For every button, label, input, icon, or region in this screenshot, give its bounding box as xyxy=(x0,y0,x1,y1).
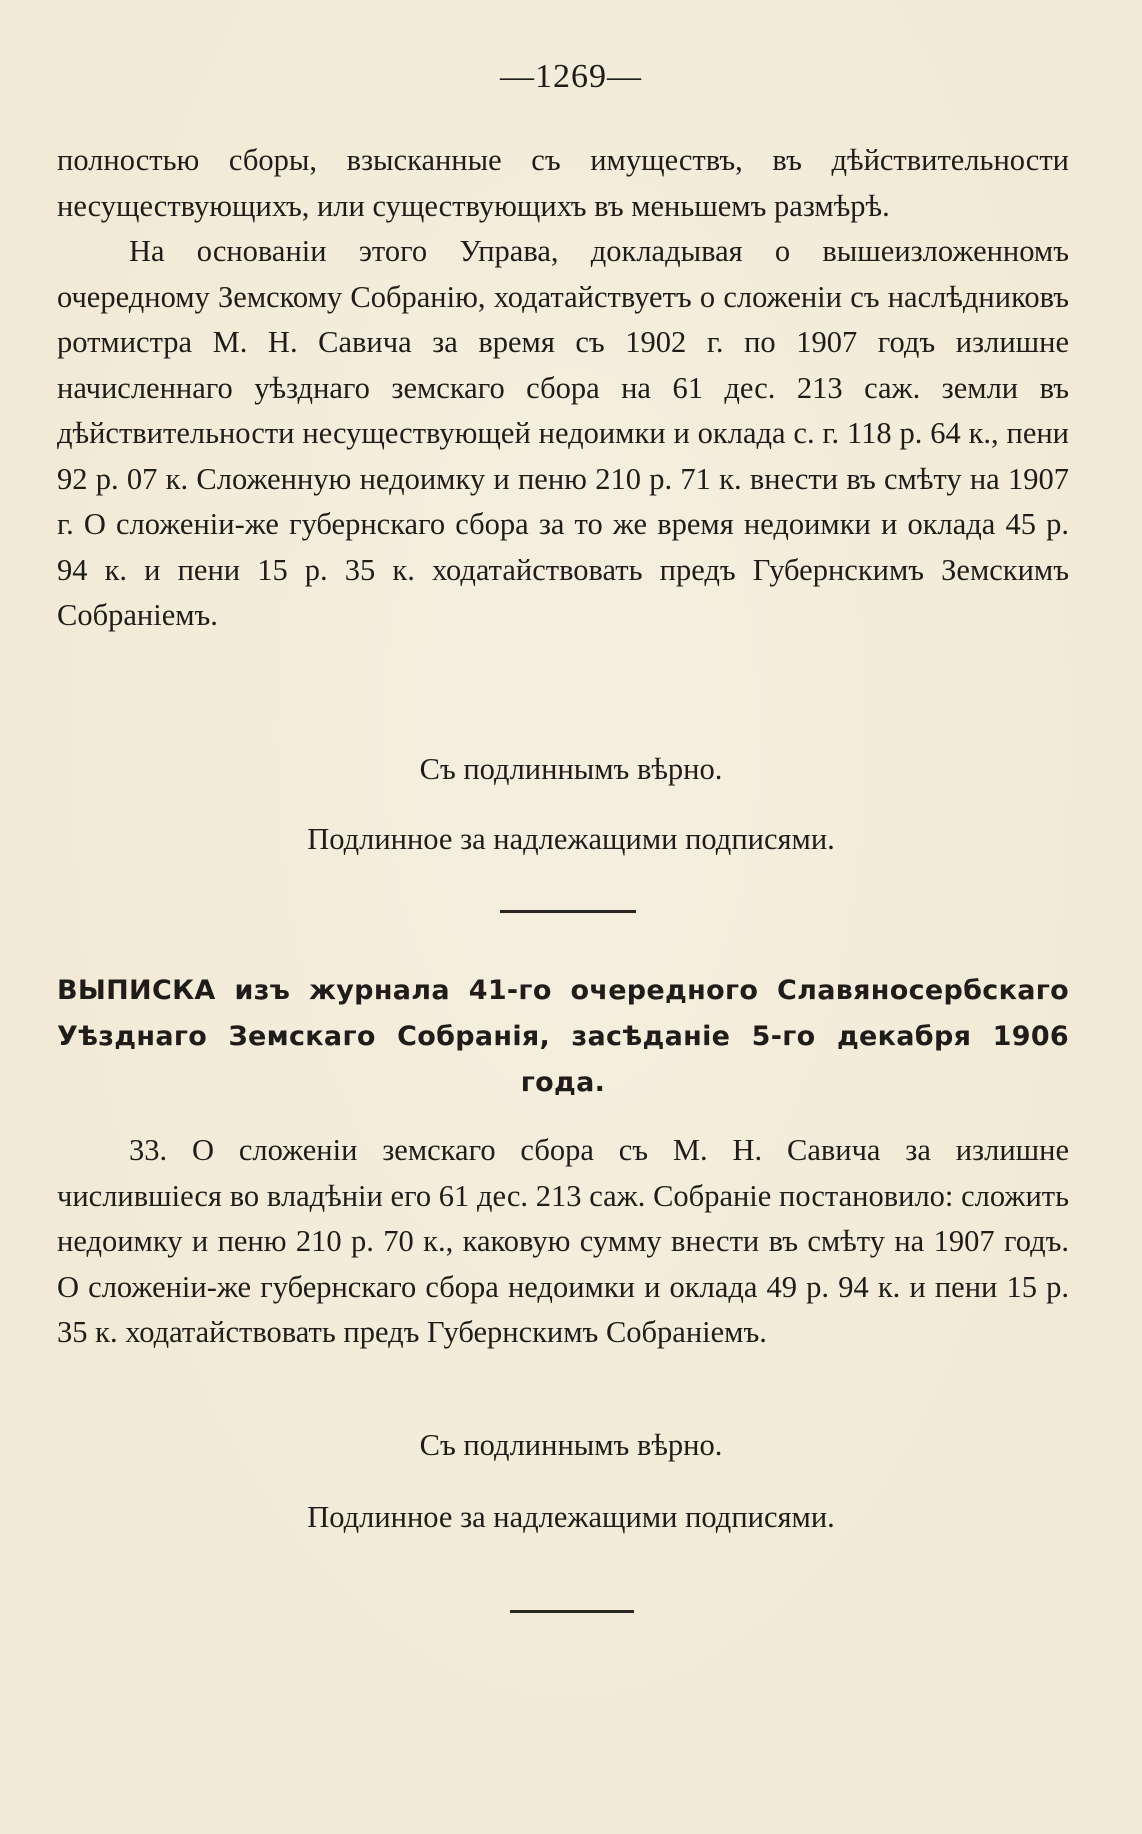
excerpt-heading: ВЫПИСКА изъ журнала 41-го очередного Славяносербскаго Уѣзднаго Земскаго Собранія, засѣданіе 5-го декабря 1906 года. xyxy=(57,975,1069,1098)
lower-text-block xyxy=(57,1128,1069,1356)
verification-note: Съ подлиннымъ вѣрно. xyxy=(419,752,723,786)
end-divider xyxy=(510,1610,634,1613)
section-divider xyxy=(500,910,636,913)
verification-note-second: Съ подлиннымъ вѣрно. xyxy=(419,1428,723,1462)
paragraph-petition: На основаніи этого Управа, докладывая о вышеизложенномъ очередному Земскому Собранію, ходатайствуетъ о сложеніи съ наслѣдниковъ ротмистра М. Н. Савича за время съ 1902 г. по 1907 годъ излишне начисленнаго уѣзднаго земскаго сбора на 61 дес. 213 саж. земли въ дѣйствительности несуществующей недоимки и оклада с. г. 118 р. 64 к., пени 92 р. 07 к. Сложенную недоимку и пеню 210 р. 71 к. внести въ смѣту на 1907 г. О сложеніи-же губернскаго сбора за то же время недоимки и оклада 45 р. 94 к. и пени 15 р. 35 к. ходатайствовать предъ Губернскимъ Земскимъ Собраніемъ. xyxy=(57,234,1069,632)
page-number: —1269— xyxy=(500,58,642,95)
signatures-note-second: Подлинное за надлежащими подписями. xyxy=(307,1500,835,1534)
paragraph-continuation: полностью сборы, взысканные съ имуществъ, въ дѣйствительности несуществующихъ, или существующихъ въ меньшемъ размѣрѣ. xyxy=(57,143,1069,223)
signatures-note: Подлинное за надлежащими подписями. xyxy=(307,822,835,856)
paragraph-resolution: 33. О сложеніи земскаго сбора съ М. Н. Савича за излишне числившіеся во владѣніи его 61 дес. 213 саж. Собраніе постановило: сложить недоимку и пеню 210 р. 70 к., каковую сумму внести въ смѣту на 1907 годъ. О сложеніи-же губернскаго сбора недоимки и оклада 49 р. 94 к. и пени 15 р. 35 к. ходатайствовать предъ Губернскимъ Собраніемъ. xyxy=(57,1133,1069,1349)
upper-text-block xyxy=(57,138,1069,639)
